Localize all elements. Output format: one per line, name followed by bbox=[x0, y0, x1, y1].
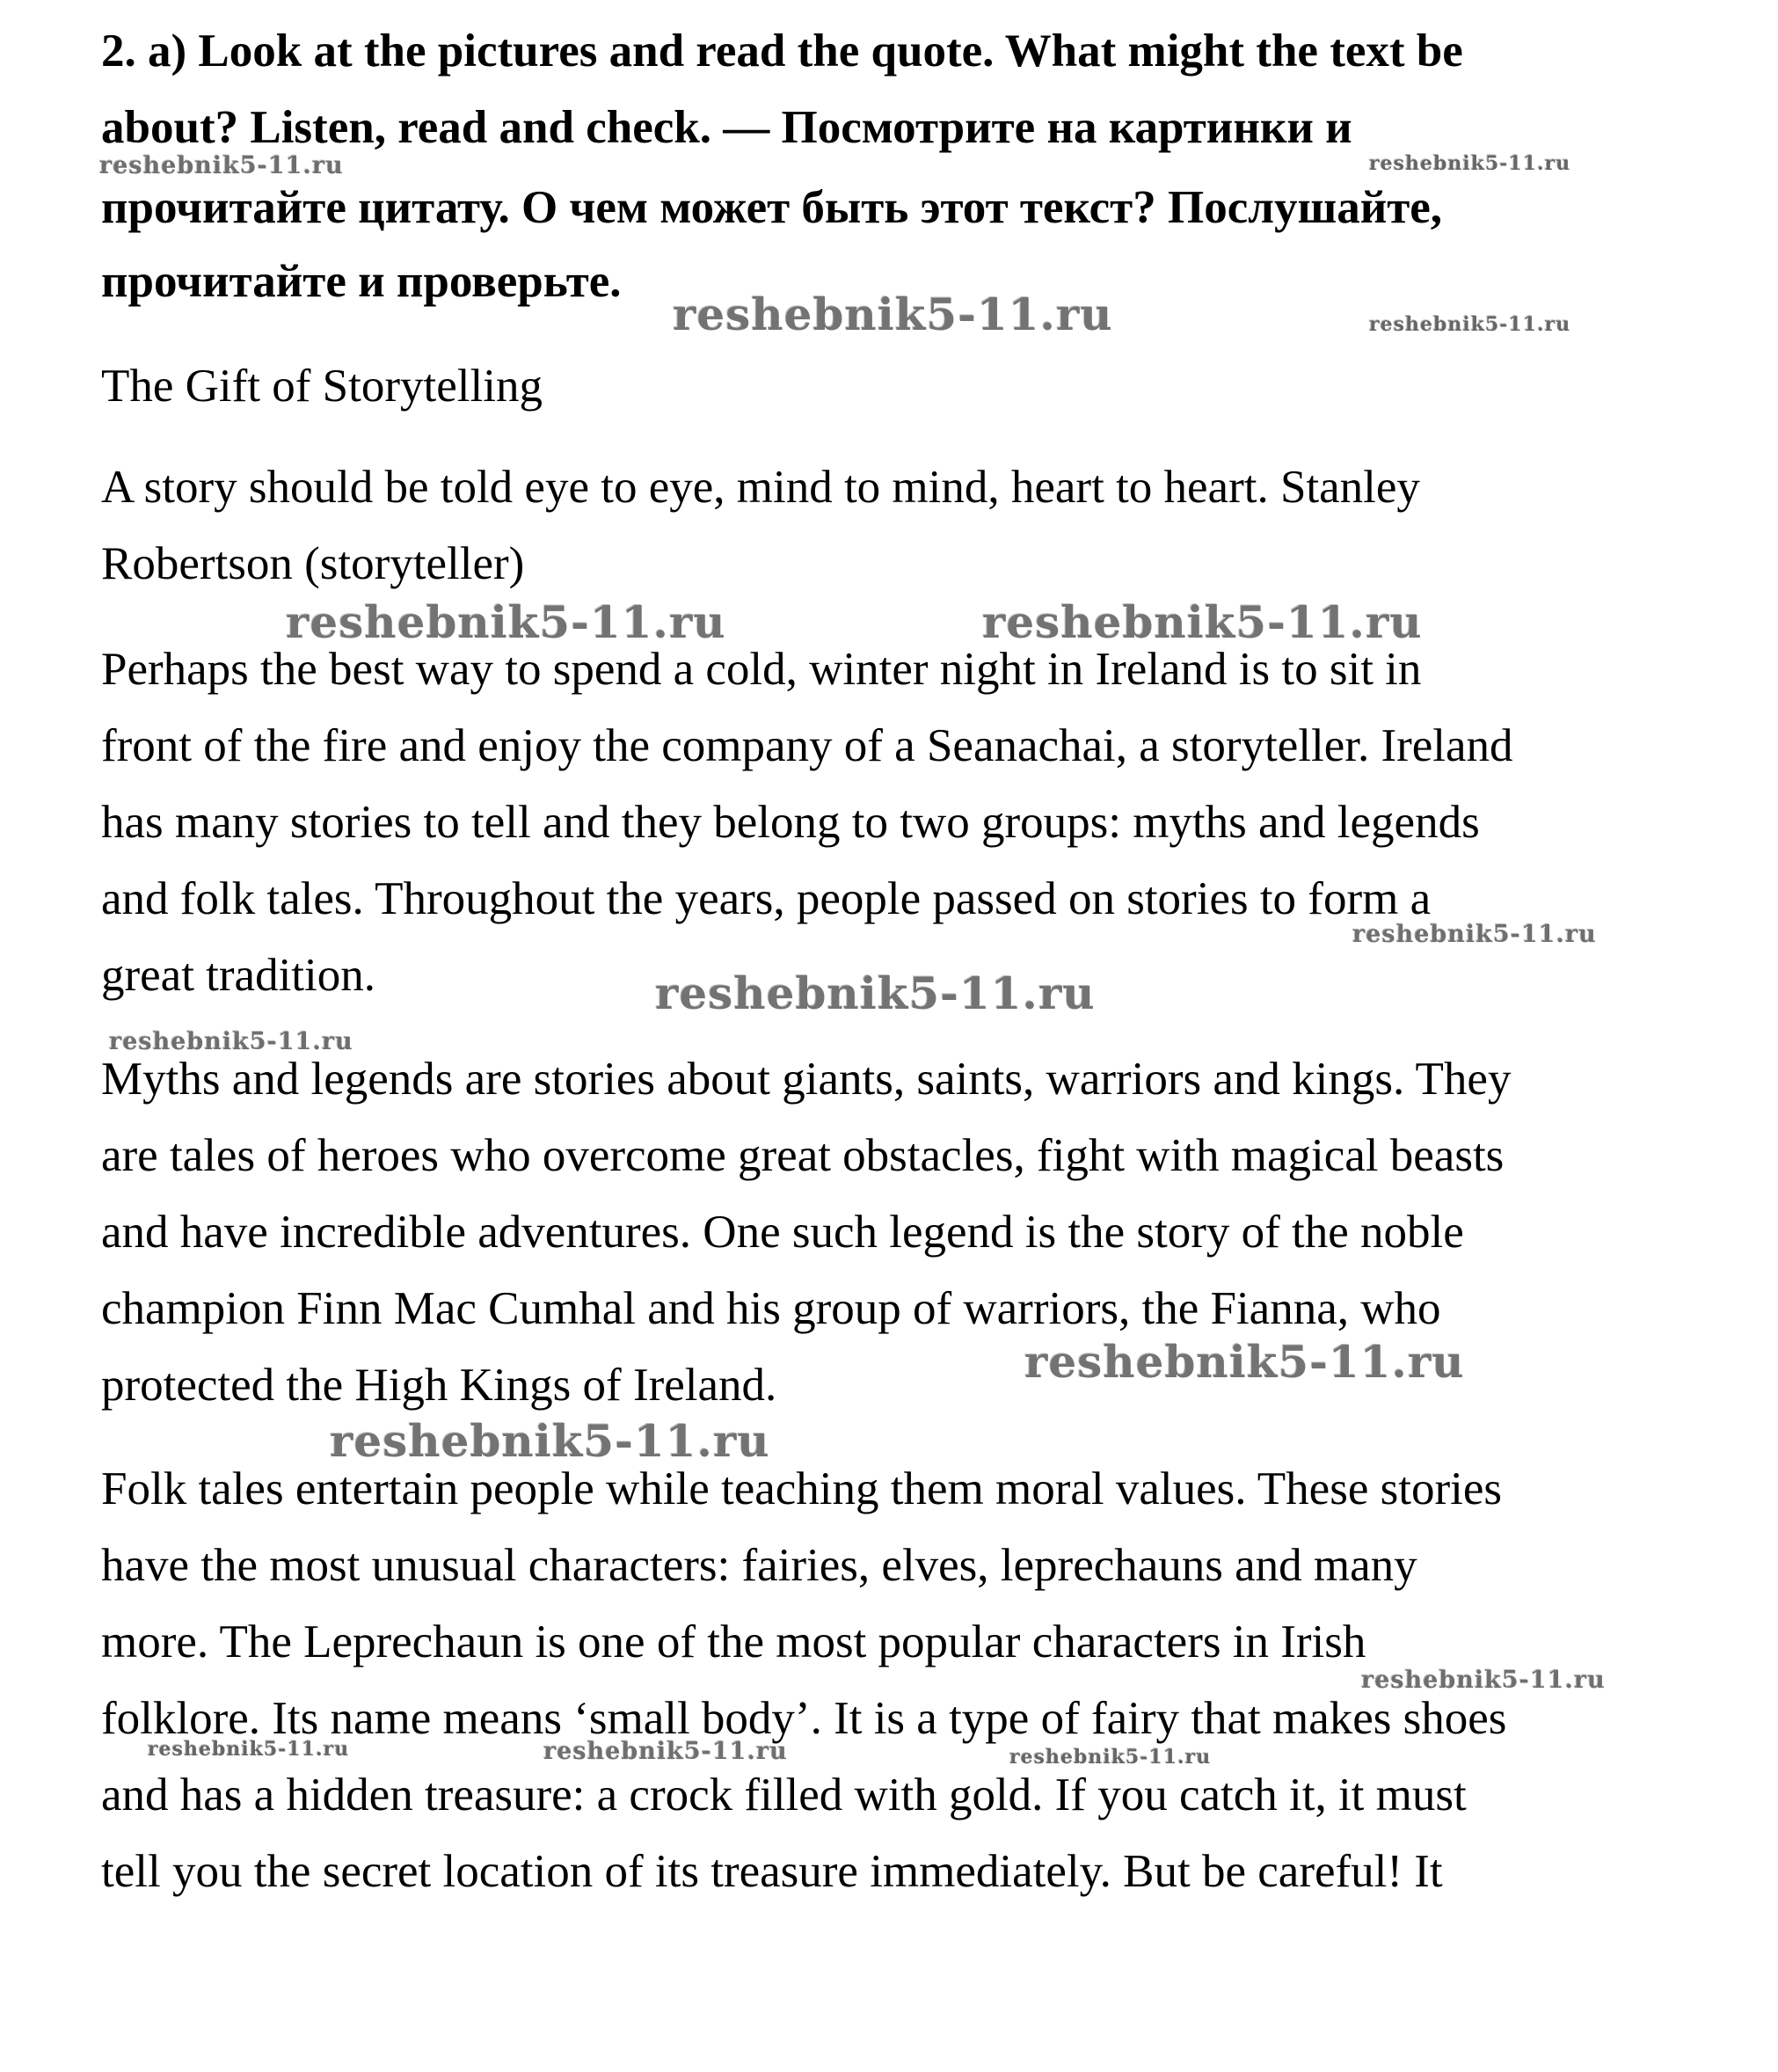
quote-line-1: A story should be told eye to eye, mind to mind, heart to heart. Stanley bbox=[101, 462, 1420, 513]
paragraph-3-line-4: folklore. Its name means ‘small body’. It is a type of fairy that makes shoes bbox=[101, 1693, 1507, 1744]
task-line-2: about? Listen, read and check. — Посмотрите на картинки и bbox=[101, 102, 1352, 153]
paragraph-3-line-3: more. The Leprechaun is one of the most popular characters in Irish bbox=[101, 1616, 1366, 1667]
paragraph-1-line-1: Perhaps the best way to spend a cold, winter night in Ireland is to sit in bbox=[101, 644, 1422, 695]
paragraph-2-line-3: and have incredible adventures. One such legend is the story of the noble bbox=[101, 1207, 1464, 1258]
watermark: reshebnik5-11.ru bbox=[1361, 1667, 1606, 1694]
watermark: reshebnik5-11.ru bbox=[1024, 1336, 1465, 1388]
watermark: reshebnik5-11.ru bbox=[1369, 313, 1571, 336]
paragraph-3-line-2: have the most unusual characters: fairies, elves, leprechauns and many bbox=[101, 1540, 1417, 1591]
paragraph-3-line-6: tell you the secret location of its treasure immediately. But be careful! It bbox=[101, 1846, 1443, 1897]
watermark: reshebnik5-11.ru bbox=[286, 596, 726, 648]
paragraph-3-line-1: Folk tales entertain people while teaching them moral values. These stories bbox=[101, 1463, 1502, 1514]
watermark: reshebnik5-11.ru bbox=[148, 1738, 350, 1761]
paragraph-3-line-5: and has a hidden treasure: a crock filled with gold. If you catch it, it must bbox=[101, 1769, 1467, 1820]
task-line-4: прочитайте и проверьте. bbox=[101, 256, 622, 307]
watermark: reshebnik5-11.ru bbox=[982, 596, 1423, 648]
paragraph-2-line-1: Myths and legends are stories about giants, saints, warriors and kings. They bbox=[101, 1054, 1512, 1105]
watermark: reshebnik5-11.ru bbox=[655, 967, 1096, 1019]
watermark: reshebnik5-11.ru bbox=[330, 1415, 770, 1467]
article-title: The Gift of Storytelling bbox=[101, 361, 543, 412]
task-line-1: 2. a) Look at the pictures and read the quote. What might the text be bbox=[101, 26, 1463, 77]
task-line-3: прочитайте цитату. О чем может быть этот текст? Послушайте, bbox=[101, 182, 1443, 233]
paragraph-1-line-3: has many stories to tell and they belong to two groups: myths and legends bbox=[101, 797, 1480, 848]
paragraph-1-line-5: great tradition. bbox=[101, 950, 375, 1001]
quote-line-2: Robertson (storyteller) bbox=[101, 538, 525, 589]
watermark: reshebnik5-11.ru bbox=[109, 1028, 353, 1055]
watermark: reshebnik5-11.ru bbox=[1009, 1746, 1212, 1769]
paragraph-1-line-2: front of the fire and enjoy the company of a Seanachai, a storyteller. Ireland bbox=[101, 720, 1513, 771]
paragraph-2-line-5: protected the High Kings of Ireland. bbox=[101, 1360, 777, 1411]
watermark: reshebnik5-11.ru bbox=[543, 1738, 788, 1765]
paragraph-2-line-4: champion Finn Mac Cumhal and his group of warriors, the Fianna, who bbox=[101, 1283, 1441, 1334]
watermark: reshebnik5-11.ru bbox=[99, 152, 344, 179]
watermark: reshebnik5-11.ru bbox=[1369, 152, 1571, 175]
watermark: reshebnik5-11.ru bbox=[1352, 921, 1597, 948]
watermark: reshebnik5-11.ru bbox=[673, 288, 1113, 340]
paragraph-1-line-4: and folk tales. Throughout the years, people passed on stories to form a bbox=[101, 873, 1432, 924]
paragraph-2-line-2: are tales of heroes who overcome great obstacles, fight with magical beasts bbox=[101, 1130, 1505, 1181]
